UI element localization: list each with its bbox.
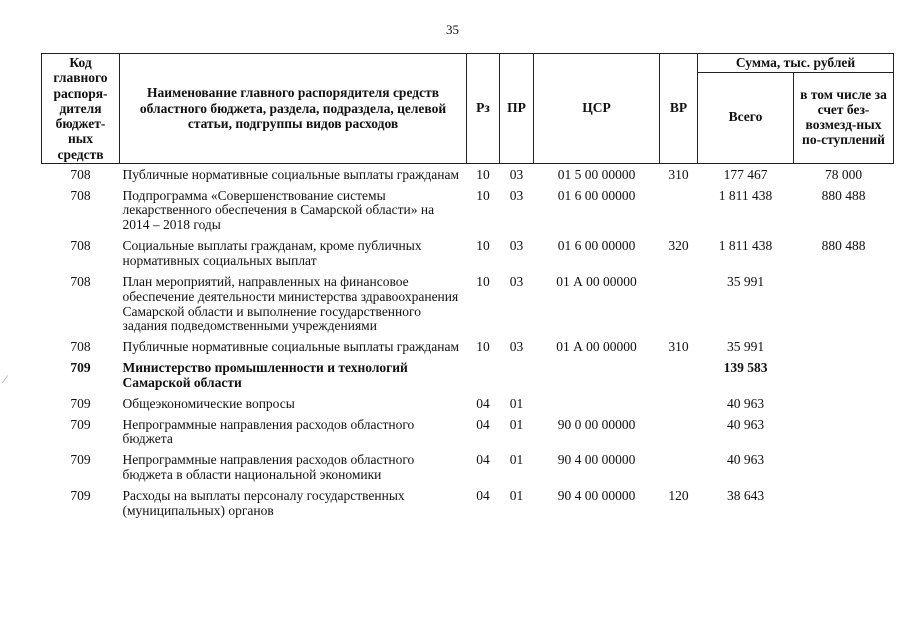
cell-csr: 01 5 00 00000 [557, 166, 636, 182]
cell-pr: 01 [509, 416, 524, 432]
cell-csr: 90 4 00 00000 [557, 452, 636, 468]
cell-code: 709 [70, 452, 91, 468]
cell-pr: 03 [509, 339, 524, 355]
cell-code: 708 [70, 339, 91, 355]
cell-extra: 78 000 [824, 166, 863, 182]
cell-extra [794, 483, 894, 519]
table-row [42, 269, 894, 334]
header-csr: ЦСР [534, 54, 660, 164]
cell-name: Публичные нормативные социальные выплаты гражданам [122, 166, 460, 182]
cell-name: Общеэкономические вопросы [122, 395, 295, 411]
cell-csr [534, 391, 660, 412]
cell-vr [660, 412, 698, 448]
cell-code: 709 [70, 487, 91, 503]
cell-total: 40 963 [726, 395, 765, 411]
table-row [42, 483, 894, 519]
cell-csr: 90 4 00 00000 [557, 487, 636, 503]
header-sum: Сумма, тыс. рублей [698, 54, 894, 73]
cell-vr [660, 391, 698, 412]
cell-pr: 01 [509, 487, 524, 503]
header-extra: в том числе за счет без-возмезд-ных по-ступлений [794, 73, 894, 164]
cell-name: План мероприятий, направленных на финансовое обеспечение деятельности министерства здравоохранения Самарской области и выполнение государственного задания подведомственными учреждениями [122, 273, 459, 334]
cell-vr [660, 269, 698, 334]
cell-name: Непрограммные направления расходов областного бюджета в области национальной экономики [122, 452, 415, 483]
header-code: Код главного распоря-дителя бюджет-ных средств [42, 54, 120, 164]
cell-total: 177 467 [723, 166, 768, 182]
cell-csr: 01 6 00 00000 [557, 238, 636, 254]
cell-extra [794, 269, 894, 334]
budget-table [41, 53, 894, 519]
cell-rz: 10 [476, 187, 490, 203]
cell-total: 35 991 [726, 273, 765, 289]
cell-name: Подпрограмма «Совершенствование системы лекарственного обеспечения в Самарской области» на 2014 – 2018 годы [122, 187, 435, 233]
cell-csr: 01 А 00 00000 [556, 273, 637, 289]
cell-total: 40 963 [726, 416, 765, 432]
cell-vr: 310 [668, 339, 689, 355]
cell-code: 708 [70, 273, 91, 289]
cell-total: 40 963 [726, 452, 765, 468]
cell-rz: 10 [476, 273, 490, 289]
cell-csr [534, 355, 660, 391]
table-row [42, 391, 894, 412]
cell-rz [467, 355, 500, 391]
header-vr: ВР [660, 54, 698, 164]
page-number: 35 [446, 22, 459, 37]
cell-rz: 04 [476, 395, 490, 411]
table-row [42, 334, 894, 355]
header-name: Наименование главного распорядителя средств областного бюджета, раздела, подраздела, целевой статьи, подгруппы видов расходов [120, 54, 467, 164]
cell-vr: 120 [668, 487, 689, 503]
cell-extra [794, 334, 894, 355]
cell-code: 708 [70, 238, 91, 254]
cell-extra: 880 488 [821, 238, 866, 254]
table-header [42, 54, 894, 164]
cell-code: 709 [70, 395, 91, 411]
table-row [42, 447, 894, 483]
cell-vr: 320 [668, 238, 689, 254]
cell-code: 709 [70, 360, 91, 376]
cell-total: 35 991 [726, 339, 765, 355]
header-rz: Рз [467, 54, 500, 164]
cell-code: 708 [70, 166, 91, 182]
cell-name: Расходы на выплаты персоналу государственных (муниципальных) органов [122, 487, 405, 518]
margin-mark: ⁄ [4, 372, 7, 386]
cell-extra [794, 391, 894, 412]
cell-extra [794, 412, 894, 448]
cell-pr: 01 [509, 452, 524, 468]
cell-name: Социальные выплаты гражданам, кроме публичных нормативных социальных выплат [122, 238, 422, 268]
cell-vr [660, 183, 698, 234]
table-body [42, 163, 894, 518]
cell-vr [660, 447, 698, 483]
cell-rz: 10 [476, 238, 490, 254]
cell-name: Непрограммные направления расходов областного бюджета [122, 416, 415, 447]
cell-csr: 90 0 00 00000 [557, 416, 636, 432]
cell-pr: 03 [509, 166, 524, 182]
cell-extra [794, 355, 894, 391]
cell-vr: 310 [668, 166, 689, 182]
cell-pr: 03 [509, 273, 524, 289]
cell-csr: 01 6 00 00000 [557, 187, 636, 203]
cell-rz: 10 [476, 339, 490, 355]
cell-name: Публичные нормативные социальные выплаты гражданам [122, 339, 460, 355]
cell-csr: 01 А 00 00000 [556, 339, 637, 355]
table-row [42, 233, 894, 269]
cell-total: 1 811 438 [718, 187, 773, 203]
cell-rz: 04 [476, 487, 490, 503]
cell-code: 708 [70, 187, 91, 203]
table-row [42, 412, 894, 448]
cell-name: Министерство промышленности и технологий Самарской области [122, 360, 408, 390]
cell-rz: 04 [476, 452, 490, 468]
cell-extra: 880 488 [821, 187, 866, 203]
header-pr: ПР [500, 54, 534, 164]
cell-code: 709 [70, 416, 91, 432]
cell-extra [794, 447, 894, 483]
cell-pr: 01 [509, 395, 524, 411]
cell-pr: 03 [509, 187, 524, 203]
cell-rz: 04 [476, 416, 490, 432]
cell-total: 38 643 [726, 487, 765, 503]
cell-pr: 03 [509, 238, 524, 254]
table-row [42, 355, 894, 391]
cell-vr [660, 355, 698, 391]
table-row [42, 183, 894, 234]
cell-total: 139 583 [723, 360, 768, 376]
cell-total: 1 811 438 [718, 238, 773, 254]
header-total: Всего [698, 73, 794, 164]
cell-rz: 10 [476, 166, 490, 182]
cell-pr [500, 355, 534, 391]
table-row [42, 163, 894, 182]
